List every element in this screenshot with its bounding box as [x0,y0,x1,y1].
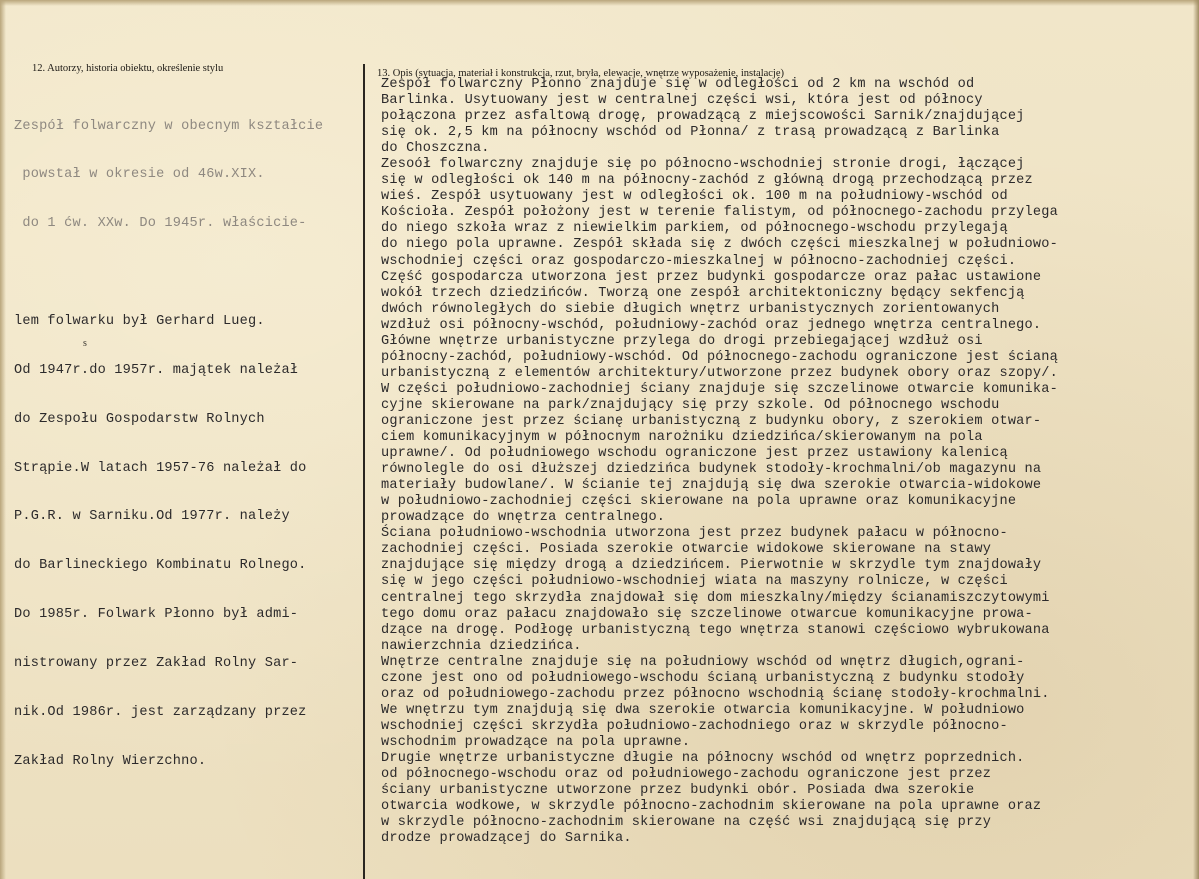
description-line: otwarcia wodkowe, w skrzydle północno-zachodnim skierowane na pola uprawne oraz [381,799,1042,815]
description-line: oraz od południowego-zachodu przez północno wschodnią ścianę stodoły-krochmalni. [381,686,1050,702]
description-line: do niego szkoła wraz z niewielkim parkiem, od północnego-wschodu przylegają [381,221,1008,237]
paragraph-gap [14,265,362,281]
description-line: wschodniej części oraz gospodarczo-mieszkalnej w północno-zachodniej części. [381,253,1017,269]
description-line: równolegle do osi dłuższej dziedzińca budynek stodoły-krochmalni/ob magazynu na [381,462,1042,478]
description-line: Główne wnętrze urbanistyczne przylega do drogi przebiegającej wzdłuż osi [381,333,983,349]
description-line: w skrzydle północno-zachodnim skierowane na część wsi znajdującą się przy [381,815,992,831]
description-line: do Choszczna. [381,141,490,157]
history-line: Do 1985r. Folwark Płonno był admi- [14,607,299,623]
description-line: znajdujące się między drogą a dziedzińcem. Pierwotnie w skrzydle tym znajdowały [381,558,1042,574]
history-text-column [14,86,362,803]
description-line: prowadzące do wnętrza centralnego. [381,510,666,526]
description-line: się w jego części południowo-wschodniej wiata na maszyny rolnicze, w części [381,574,1008,590]
description-line: czone jest ono od południowego-wschodu ścianą urbanistyczną z budynku stodoły [381,670,1025,686]
description-line: dzące na drogę. Podłogę urbanistyczną tego wnętrza stanowi częściowo wybrukowana [381,622,1050,638]
description-line: Część gospodarcza utworzona jest przez budynki gospodarcze oraz pałac ustawione [381,269,1042,285]
paper-edge-right [1193,0,1199,879]
description-line: Kościoła. Zespół położony jest w terenie falistym, od północnego-zachodu przylega [381,205,1058,221]
description-line: wzdłuż osi północny-wschód, południowy-zachód oraz jednego wnętrza centralnego. [381,317,1042,333]
section-12-heading: 12. Autorzy, historia obiektu, określenie stylu [32,63,224,74]
description-line: wokół trzech dziedzińców. Tworzą one zespół architektoniczny będący sekfencją [381,285,1025,301]
description-line: drodze prowadzącej do Sarnika. [381,831,632,847]
description-line: od północnego-wschodu oraz od południowego-zachodu ograniczone jest przez [381,767,992,783]
history-line: nik.Od 1986r. jest zarządzany przez [14,704,307,720]
history-line-faint: powstał w okresie od 46w.XIX. [14,167,265,183]
description-line: Barlinka. Usytuowany jest w centralnej części wsi, która jest od północy [381,93,983,109]
history-line: P.G.R. w Sarniku.Od 1977r. należy [14,509,290,525]
description-line: nawierzchnia dziedzińca. [381,638,582,654]
description-line: tego domu oraz pałacu znajdowało się szczelinowe otwarcue komunikacyjne prowa- [381,606,1033,622]
description-line: do niego pola uprawne. Zespół składa się z dwóch części mieszkalnej w południowo- [381,237,1058,253]
description-line: urbanistyczną z elementów architektury/utworzone przez budynek obory oraz szopy/. [381,365,1058,381]
column-divider-line [363,64,365,879]
description-line: Zesoół folwarczny znajduje się po północno-wschodniej stronie drogi, łączącej [381,157,1025,173]
description-line: We wnętrzu tym znajdują się dwa szerokie otwarcia komunikacyjne. W południowo [381,702,1025,718]
description-line: cyjne skierowane na park/znajdujący się przy szkole. Od północnego wschodu [381,397,1000,413]
description-line: dwóch równoległych do siebie długich wnętrz urbanistycznych zorientowanych [381,301,1000,317]
description-line: ograniczone jest przez ścianę urbanistyczną z budynku obory, z szerokiem otwar- [381,413,1042,429]
description-line: Zespół folwarczny Płonno znajduje się w odległości od 2 km na wschód od [381,77,975,92]
description-line: się w odległości ok 140 m na północny-zachód z główną drogą przechodzącą przez [381,173,1033,189]
description-line: uprawne/. Od południowego wschodu ograniczone jest przez ustawiony kalenicą [381,446,1008,462]
history-line: Zakład Rolny Wierzchno. [14,753,207,769]
description-line: Wnętrze centralne znajduje się na południowy wschód od wnętrz długich,ograni- [381,654,1025,670]
description-line: zachodniej części. Posiada szerokie otwarcie widokowe skierowane na stawy [381,542,992,558]
description-line: Drugie wnętrze urbanistyczne długie na północny wschód od wnętrz poprzednich. [381,750,1025,766]
paper-edge-top [0,0,1199,6]
history-line: lem folwarku był Gerhard Lueg. [14,313,265,329]
description-line: centralnej tego skrzydła znajdował się dom mieszkalny/między ścianamiszczytowymi [381,590,1050,606]
description-line: północny-zachód, południowy-wschód. Od północnego-zachodu ograniczone jest ścianą [381,349,1058,365]
history-line-faint: do 1 ćw. XXw. Do 1945r. właścicie- [14,216,307,232]
description-line: wieś. Zespół usytuowany jest w odległości ok. 100 m na południowy-wschód od [381,189,1008,205]
description-line: wschodnim prowadzące na pola uprawne. [381,734,691,750]
description-line: materiały budowlane/. W ścianie tej znajdują się dwa szerokie otwarcia-widokowe [381,478,1042,494]
description-line: wschodniej części skrzydła południowo-zachodniego oraz w skrzydle północno- [381,718,1008,734]
description-line: w południowo-zachodniej części skierowane na pola uprawne oraz komunikacyjne [381,494,1017,510]
description-text-column [381,77,1191,847]
history-line: do Barlineckiego Kombinatu Rolnego. [14,558,307,574]
paper-edge-left [0,0,6,879]
history-line-faint: Zespół folwarczny w obecnym kształcie [14,118,324,134]
description-line: ściany urbanistyczne utworzone przez budynki obór. Posiada dwa szerokie [381,783,975,799]
stray-ink-mark: s [83,338,87,349]
history-line: Od 1947r.do 1957r. majątek należał [14,362,299,378]
description-line: W części południowo-zachodniej ściany znajduje się szczelinowe otwarcie komunika- [381,381,1058,397]
description-line: połączona przez asfaltową drogę, prowadzącą z miejscowości Sarnik/znajdującej [381,109,1025,125]
description-line: Ściana południowo-wschodnia utworzona jest przez budynek pałacu w północno- [381,526,1008,542]
history-line: do Zespołu Gospodarstw Rolnych [14,411,265,427]
section-13-heading: 13. Opis (sytuacja, materiał i konstrukcja, rzut, bryła, elewacje, wnętrze wyposażenie, instalacje) [377,68,785,79]
history-line: nistrowany przez Zakład Rolny Sar- [14,656,299,672]
description-line: ciem komunikacyjnym w północnym narożniku dziedzińca/skierowanym na pola [381,430,983,446]
description-line: się ok. 2,5 km na północny wschód od Płonna/ z trasą prowadzącą z Barlinka [381,125,1000,141]
history-line: Strąpie.W latach 1957-76 należał do [14,460,307,476]
